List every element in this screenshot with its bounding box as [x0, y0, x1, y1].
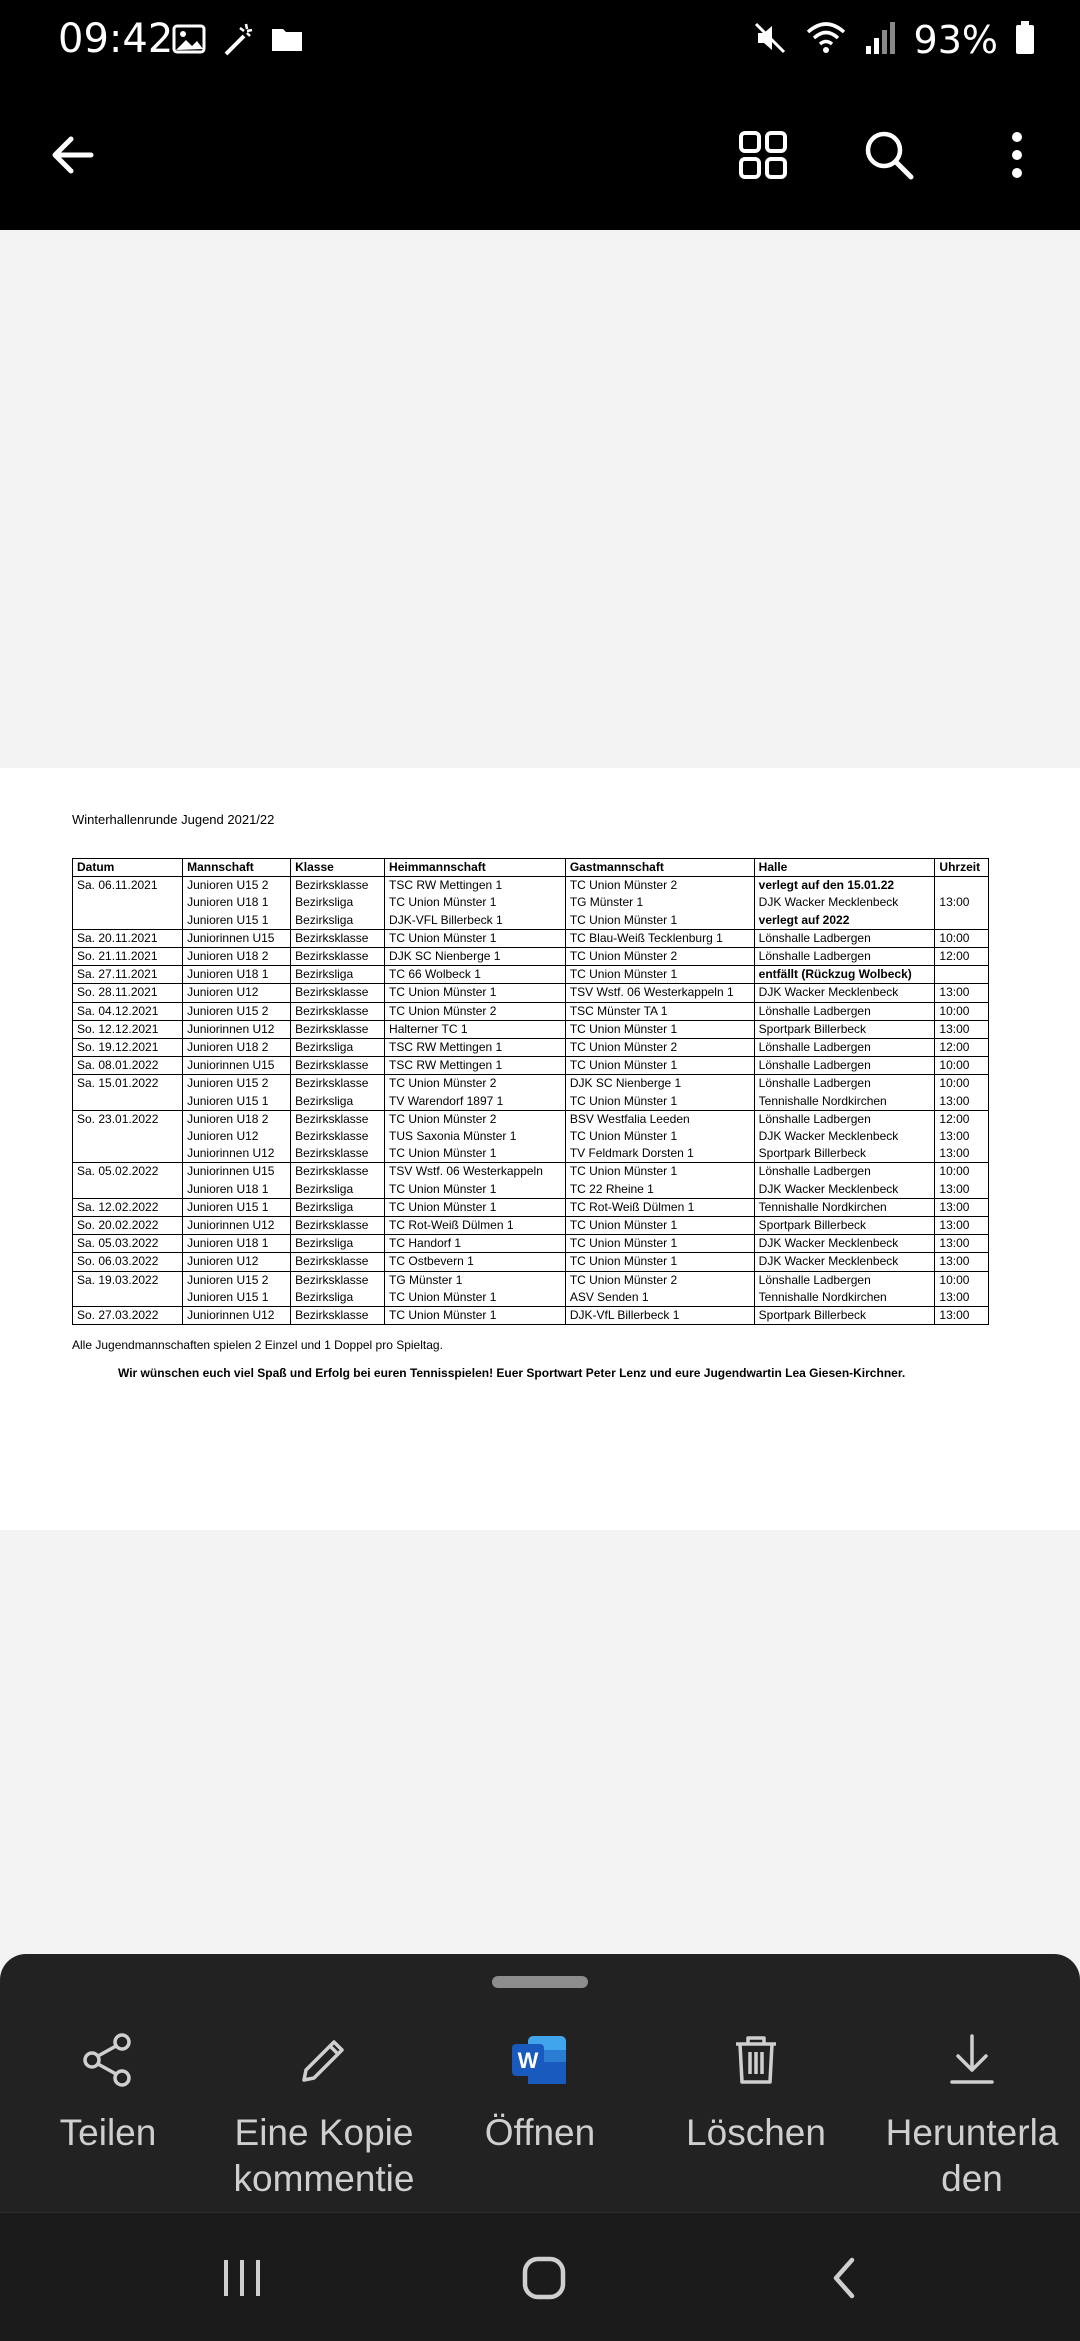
hall-cell: Lönshalle Ladbergen DJK Wacker Mecklenbeck Sportpark Billerbeck	[754, 1110, 935, 1163]
class-cell: Bezirksklasse	[291, 1307, 385, 1325]
date-cell: So. 20.02.2022	[73, 1217, 183, 1235]
guest-team-cell: TC Union Münster 1	[565, 1235, 754, 1253]
team-cell: Juniorinnen U15 Junioren U18 1	[183, 1163, 291, 1198]
table-row	[73, 1253, 989, 1271]
annotate-copy-label: Eine Kopie kommentie	[233, 2112, 415, 2199]
guest-team-cell: TC Union Münster 2 ASV Senden 1	[565, 1271, 754, 1306]
hall-cell: Lönshalle Ladbergen	[754, 929, 935, 947]
document-note: Alle Jugendmannschaften spielen 2 Einzel und 1 Doppel pro Spieltag.	[72, 1338, 443, 1352]
download-icon	[864, 2024, 1080, 2096]
class-cell: Bezirksklasse Bezirksliga	[291, 1271, 385, 1306]
guest-team-cell: TC Union Münster 2	[565, 1039, 754, 1057]
time-cell: 13:00	[935, 1020, 989, 1038]
class-cell: Bezirksklasse	[291, 948, 385, 966]
home-team-cell: DJK SC Nienberge 1	[385, 948, 566, 966]
hall-cell: Lönshalle Ladbergen	[754, 1002, 935, 1020]
download-button[interactable]	[864, 2024, 1080, 2202]
hall-cell: Lönshalle Ladbergen	[754, 1039, 935, 1057]
guest-team-cell: TC Union Münster 1	[565, 1057, 754, 1075]
hall-cell: Sportpark Billerbeck	[754, 1307, 935, 1325]
open-button[interactable]	[432, 2024, 648, 2156]
home-team-cell: TC Rot-Weiß Dülmen 1	[385, 1217, 566, 1235]
guest-team-cell: TC Union Münster 2 TG Münster 1 TC Union Münster 1	[565, 877, 754, 930]
table-row	[73, 948, 989, 966]
team-cell: Junioren U12	[183, 1253, 291, 1271]
app-bar	[0, 100, 1080, 210]
table-row	[73, 984, 989, 1002]
hall-cell: Tennishalle Nordkirchen	[754, 1198, 935, 1216]
time-cell: 13:00	[935, 1307, 989, 1325]
schedule-table	[72, 858, 989, 1325]
team-cell: Junioren U15 2 Junioren U18 1 Junioren U15 1	[183, 877, 291, 930]
class-cell: Bezirksklasse	[291, 1020, 385, 1038]
class-cell: Bezirksklasse Bezirksliga	[291, 1163, 385, 1198]
share-label: Teilen	[59, 2112, 157, 2153]
home-icon[interactable]	[494, 2243, 594, 2313]
battery-icon	[1014, 20, 1036, 61]
home-team-cell: TC Ostbevern 1	[385, 1253, 566, 1271]
hall-cell: Lönshalle Ladbergen	[754, 948, 935, 966]
class-cell: Bezirksklasse	[291, 1217, 385, 1235]
table-row	[73, 877, 989, 930]
hall-cell: Sportpark Billerbeck	[754, 1217, 935, 1235]
date-cell: So. 19.12.2021	[73, 1039, 183, 1057]
table-row	[73, 1110, 989, 1163]
schedule-body	[73, 877, 989, 1325]
date-cell: Sa. 05.02.2022	[73, 1163, 183, 1198]
team-cell: Juniorinnen U12	[183, 1307, 291, 1325]
date-cell: So. 27.03.2022	[73, 1307, 183, 1325]
word-icon	[432, 2024, 648, 2096]
hall-cell: DJK Wacker Mecklenbeck	[754, 984, 935, 1002]
back-arrow-icon[interactable]	[28, 100, 118, 210]
time-cell: 12:00	[935, 1039, 989, 1057]
home-team-cell: TG Münster 1 TC Union Münster 1	[385, 1271, 566, 1306]
date-cell: So. 12.12.2021	[73, 1020, 183, 1038]
class-cell: Bezirksklasse	[291, 1002, 385, 1020]
date-cell: So. 23.01.2022	[73, 1110, 183, 1163]
team-cell: Junioren U15 2 Junioren U15 1	[183, 1271, 291, 1306]
time-cell: 13:00	[935, 1235, 989, 1253]
time-cell: 12:00 13:00 13:00	[935, 1110, 989, 1163]
recent-apps-icon[interactable]	[192, 2243, 292, 2313]
table-header-row	[73, 859, 989, 877]
time-cell: 13:00	[935, 1253, 989, 1271]
guest-team-cell: TC Rot-Weiß Dülmen 1	[565, 1198, 754, 1216]
team-cell: Juniorinnen U15	[183, 1057, 291, 1075]
class-cell: Bezirksliga	[291, 1039, 385, 1057]
table-row	[73, 966, 989, 984]
pencil-icon	[216, 2024, 432, 2096]
search-icon[interactable]	[844, 100, 934, 210]
class-cell: Bezirksklasse	[291, 1057, 385, 1075]
svg-text:W: W	[517, 2048, 539, 2073]
back-icon[interactable]	[796, 2243, 896, 2313]
status-bar	[0, 0, 1080, 80]
guest-team-cell: TC Union Münster 1	[565, 1020, 754, 1038]
home-team-cell: TSV Wstf. 06 Westerkappeln TC Union Münster 1	[385, 1163, 566, 1198]
guest-team-cell: BSV Westfalia Leeden TC Union Münster 1 TV Feldmark Dorsten 1	[565, 1110, 754, 1163]
table-row	[73, 1002, 989, 1020]
team-cell: Junioren U15 2 Junioren U15 1	[183, 1075, 291, 1110]
table-row	[73, 1235, 989, 1253]
class-cell: Bezirksklasse	[291, 984, 385, 1002]
mute-icon	[752, 20, 788, 61]
hall-line: verlegt auf den 15.01.22	[758, 878, 895, 893]
date-cell: Sa. 15.01.2022	[73, 1075, 183, 1110]
magic-wand-icon	[220, 22, 256, 63]
delete-label: Löschen	[686, 2112, 826, 2153]
table-row	[73, 1198, 989, 1216]
guest-team-cell: TC Union Münster 1 TC 22 Rheine 1	[565, 1163, 754, 1198]
share-icon	[0, 2024, 216, 2096]
class-cell: Bezirksklasse	[291, 1253, 385, 1271]
hall-cell: DJK Wacker Mecklenbeck	[754, 1253, 935, 1271]
class-cell: Bezirksklasse Bezirksliga Bezirksliga	[291, 877, 385, 930]
hall-line: verlegt auf 2022	[758, 912, 850, 927]
column-header: Datum	[73, 859, 183, 877]
date-cell: Sa. 05.03.2022	[73, 1235, 183, 1253]
time-cell: 10:00 13:00	[935, 1271, 989, 1306]
download-label: Herunterla den	[885, 2112, 1059, 2199]
document-closing: Wir wünschen euch viel Spaß und Erfolg bei euren Tennisspielen! Euer Sportwart Peter Lenz und eure Jugendwartin Lea Giesen-Kirchner.	[118, 1366, 906, 1380]
time-cell: 12:00	[935, 948, 989, 966]
home-team-cell: TC Union Münster 2	[385, 1002, 566, 1020]
status-time: 09:42	[58, 16, 174, 62]
table-row	[73, 1217, 989, 1235]
class-cell: Bezirksklasse Bezirksliga	[291, 1075, 385, 1110]
home-team-cell: TSC RW Mettingen 1	[385, 1039, 566, 1057]
home-team-cell: TC 66 Wolbeck 1	[385, 966, 566, 984]
bottom-action-sheet	[0, 1954, 1080, 2212]
time-cell: 10:00	[935, 1002, 989, 1020]
date-cell: Sa. 19.03.2022	[73, 1271, 183, 1306]
column-header: Mannschaft	[183, 859, 291, 877]
table-row	[73, 1075, 989, 1110]
signal-icon	[864, 20, 898, 61]
hall-cell: Lönshalle Ladbergen	[754, 1057, 935, 1075]
column-header: Klasse	[291, 859, 385, 877]
open-label: Öffnen	[484, 2112, 596, 2153]
guest-team-cell: TC Blau-Weiß Tecklenburg 1	[565, 929, 754, 947]
guest-team-cell: TC Union Münster 2	[565, 948, 754, 966]
delete-button[interactable]	[648, 2024, 864, 2156]
share-button[interactable]	[0, 2024, 216, 2156]
column-header: Gastmannschaft	[565, 859, 754, 877]
date-cell: Sa. 12.02.2022	[73, 1198, 183, 1216]
hall-cell: Lönshalle Ladbergen DJK Wacker Mecklenbeck	[754, 1163, 935, 1198]
date-cell: Sa. 27.11.2021	[73, 966, 183, 984]
top-bar	[0, 0, 1080, 230]
team-cell: Junioren U18 1	[183, 966, 291, 984]
date-cell: Sa. 20.11.2021	[73, 929, 183, 947]
class-cell: Bezirksklasse Bezirksklasse Bezirksklasse	[291, 1110, 385, 1163]
date-cell: Sa. 08.01.2022	[73, 1057, 183, 1075]
time-cell: 10:00	[935, 929, 989, 947]
table-row	[73, 1271, 989, 1306]
team-cell: Junioren U15 2	[183, 1002, 291, 1020]
home-team-cell: TSC RW Mettingen 1 TC Union Münster 1 DJK-VFL Billerbeck 1	[385, 877, 566, 930]
time-cell: 13:00	[935, 1217, 989, 1235]
team-cell: Juniorinnen U12	[183, 1020, 291, 1038]
time-cell	[935, 966, 989, 984]
date-cell: So. 21.11.2021	[73, 948, 183, 966]
hall-cell: Lönshalle Ladbergen Tennishalle Nordkirchen	[754, 1271, 935, 1306]
column-header: Heimmannschaft	[385, 859, 566, 877]
time-cell: 10:00 13:00	[935, 1163, 989, 1198]
time-cell: 13:00	[935, 984, 989, 1002]
team-cell: Junioren U18 2	[183, 948, 291, 966]
battery-percentage: 93%	[913, 18, 998, 62]
class-cell: Bezirksliga	[291, 966, 385, 984]
team-cell: Juniorinnen U12	[183, 1217, 291, 1235]
table-row	[73, 1163, 989, 1198]
home-team-cell: TC Union Münster 1	[385, 1198, 566, 1216]
team-cell: Junioren U12	[183, 984, 291, 1002]
guest-team-cell: TC Union Münster 1	[565, 1253, 754, 1271]
hall-cell: entfällt (Rückzug Wolbeck)	[754, 966, 935, 984]
trash-icon	[648, 2024, 864, 2096]
time-cell: 10:00	[935, 1057, 989, 1075]
time-cell: 13:00	[935, 877, 989, 930]
home-team-cell: TSC RW Mettingen 1	[385, 1057, 566, 1075]
guest-team-cell: TC Union Münster 1	[565, 966, 754, 984]
document-title: Winterhallenrunde Jugend 2021/22	[72, 812, 275, 827]
home-team-cell: TC Union Münster 1	[385, 1307, 566, 1325]
guest-team-cell: DJK SC Nienberge 1 TC Union Münster 1	[565, 1075, 754, 1110]
guest-team-cell: TSC Münster TA 1	[565, 1002, 754, 1020]
time-cell: 13:00	[935, 1198, 989, 1216]
team-cell: Juniorinnen U15	[183, 929, 291, 947]
guest-team-cell: TC Union Münster 1	[565, 1217, 754, 1235]
date-cell: Sa. 04.12.2021	[73, 1002, 183, 1020]
document-page[interactable]	[0, 768, 1080, 1530]
home-team-cell: TC Union Münster 1	[385, 929, 566, 947]
home-team-cell: TC Union Münster 2 TV Warendorf 1897 1	[385, 1075, 566, 1110]
annotate-copy-button[interactable]	[216, 2024, 432, 2202]
team-cell: Junioren U18 2 Junioren U12 Juniorinnen U12	[183, 1110, 291, 1163]
hall-cell: Sportpark Billerbeck	[754, 1020, 935, 1038]
system-nav-bar	[0, 2212, 1080, 2341]
table-row	[73, 929, 989, 947]
hall-cell: Lönshalle Ladbergen Tennishalle Nordkirchen	[754, 1075, 935, 1110]
date-cell: So. 06.03.2022	[73, 1253, 183, 1271]
column-header: Uhrzeit	[935, 859, 989, 877]
guest-team-cell: DJK-VfL Billerbeck 1	[565, 1307, 754, 1325]
hall-cell: DJK Wacker Mecklenbeck	[754, 1235, 935, 1253]
team-cell: Junioren U18 2	[183, 1039, 291, 1057]
more-options-icon[interactable]	[972, 100, 1062, 210]
home-team-cell: TC Union Münster 1	[385, 984, 566, 1002]
gallery-icon	[172, 22, 206, 63]
team-cell: Junioren U15 1	[183, 1198, 291, 1216]
guest-team-cell: TSV Wstf. 06 Westerkappeln 1	[565, 984, 754, 1002]
table-row	[73, 1020, 989, 1038]
home-team-cell: TC Union Münster 2 TUS Saxonia Münster 1 TC Union Münster 1	[385, 1110, 566, 1163]
hall-line: DJK Wacker Mecklenbeck	[758, 895, 899, 910]
wifi-icon	[804, 20, 848, 61]
date-cell: So. 28.11.2021	[73, 984, 183, 1002]
column-header: Halle	[754, 859, 935, 877]
table-row	[73, 1039, 989, 1057]
date-cell: Sa. 06.11.2021	[73, 877, 183, 930]
table-row	[73, 1307, 989, 1325]
grid-view-icon[interactable]	[718, 100, 808, 210]
class-cell: Bezirksliga	[291, 1198, 385, 1216]
table-row	[73, 1057, 989, 1075]
home-team-cell: Halterner TC 1	[385, 1020, 566, 1038]
team-cell: Junioren U18 1	[183, 1235, 291, 1253]
folder-icon	[270, 22, 304, 63]
class-cell: Bezirksliga	[291, 1235, 385, 1253]
time-cell: 10:00 13:00	[935, 1075, 989, 1110]
hall-cell	[754, 877, 935, 930]
sheet-drag-handle[interactable]	[492, 1976, 588, 1988]
home-team-cell: TC Handorf 1	[385, 1235, 566, 1253]
class-cell: Bezirksklasse	[291, 929, 385, 947]
